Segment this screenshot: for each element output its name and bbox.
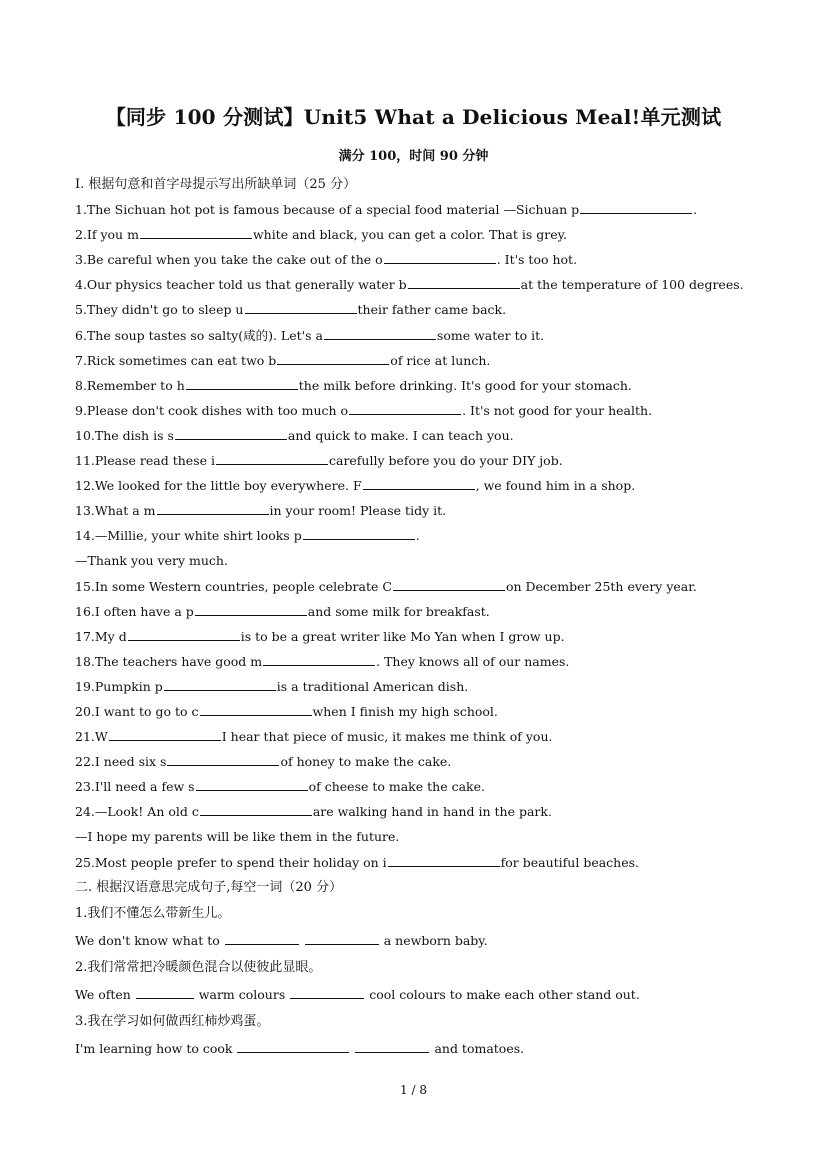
question-text-after: at the temperature of 100 degrees.: [520, 277, 744, 293]
question-item: [75, 373, 775, 398]
question-text-after: some water to it.: [436, 327, 545, 343]
question-item: [75, 297, 775, 322]
answer-blank[interactable]: [200, 803, 312, 816]
question-text-before: 14.—Millie, your white shirt looks p: [75, 528, 302, 544]
question-text-after: of honey to make the cake.: [280, 754, 452, 770]
answer-blank[interactable]: [263, 653, 375, 666]
question-item: [75, 699, 775, 724]
answer-blank[interactable]: [186, 377, 298, 390]
answer-blank[interactable]: [393, 578, 505, 591]
section2-q2-prompt: 2.我们常常把冷暖颜色混合以使彼此显眼。: [75, 959, 322, 975]
section2-q3-prompt: 3.我在学习如何做西红柿炒鸡蛋。: [75, 1013, 270, 1029]
answer-blank[interactable]: [290, 986, 364, 999]
question-text-before: 13.What a m: [75, 503, 156, 519]
question-text-before: 23.I'll need a few s: [75, 779, 195, 795]
answer-blank[interactable]: [225, 932, 299, 945]
section2-q1-prompt: 1.我们不懂怎么带新生儿。: [75, 905, 231, 921]
answer-blank[interactable]: [388, 854, 500, 867]
question-text-after: the milk before drinking. It's good for your stomach.: [298, 377, 632, 393]
question-text-after: carefully before you do your DIY job.: [328, 453, 563, 469]
section2-heading: 二. 根据汉语意思完成句子,每空一词（20 分）: [75, 879, 343, 895]
question-text-after: .: [693, 202, 698, 218]
worksheet-body: [75, 172, 775, 1062]
answer-blank[interactable]: [355, 1040, 429, 1053]
answer-blank[interactable]: [175, 427, 287, 440]
question-text-before: 9.Please don't cook dishes with too much o: [75, 402, 349, 418]
question-item: [75, 599, 775, 624]
question-item: [75, 197, 775, 222]
question-item: [75, 523, 775, 548]
question-item: [75, 323, 775, 348]
question-text-after: for beautiful beaches.: [500, 854, 640, 870]
question-text-before: 25.Most people prefer to spend their holiday on i: [75, 854, 387, 870]
page-number: 1 / 8: [400, 1083, 427, 1097]
answer-blank[interactable]: [140, 226, 252, 239]
question-text-before: 7.Rick sometimes can eat two b: [75, 352, 277, 368]
question-text-before: 22.I need six s: [75, 754, 167, 770]
question-item: [75, 724, 775, 749]
question-text-before: 17.My d: [75, 628, 127, 644]
answer-blank[interactable]: [349, 402, 461, 415]
question-text-after: , we found him in a shop.: [475, 478, 636, 494]
question-item: [75, 398, 775, 423]
question-item: [75, 574, 775, 599]
question-item: [75, 272, 775, 297]
question-item: [75, 674, 775, 699]
question-item: [75, 247, 775, 272]
q2-text-mid: warm colours: [198, 986, 286, 1002]
question-text-before: 11.Please read these i: [75, 453, 215, 469]
section1-items: [75, 197, 775, 875]
answer-blank[interactable]: [195, 603, 307, 616]
question-item: [75, 473, 775, 498]
question-item: [75, 850, 775, 875]
question-item: [75, 498, 775, 523]
answer-blank[interactable]: [245, 301, 357, 314]
document-subtitle: 满分 100，时间 90 分钟: [338, 149, 489, 164]
question-text-after: and quick to make. I can teach you.: [287, 427, 514, 443]
question-text-before: 16.I often have a p: [75, 603, 194, 619]
answer-blank[interactable]: [363, 477, 475, 490]
question-text-after: of rice at lunch.: [390, 352, 491, 368]
question-text-before: 20.I want to go to c: [75, 703, 199, 719]
answer-blank[interactable]: [305, 932, 379, 945]
question-text-before: 10.The dish is s: [75, 427, 174, 443]
question-text-before: 15.In some Western countries, people celebrate C: [75, 578, 392, 594]
question-text-after: is a traditional American dish.: [276, 678, 469, 694]
question-text-after: on December 25th every year.: [505, 578, 697, 594]
question-text-before: 18.The teachers have good m: [75, 653, 263, 669]
answer-blank[interactable]: [167, 753, 279, 766]
section2-q3-answer: [75, 1035, 775, 1062]
answer-blank[interactable]: [164, 678, 276, 691]
question-text-after: and some milk for breakfast.: [307, 603, 490, 619]
question-text-before: 8.Remember to h: [75, 377, 185, 393]
question-text-before: 1.The Sichuan hot pot is famous because of a special food material —Sichuan p: [75, 202, 580, 218]
section2-q2-answer: [75, 981, 775, 1008]
question-text-before: 12.We looked for the little boy everywhere. F: [75, 478, 362, 494]
question-item: [75, 649, 775, 674]
question-item: [75, 799, 775, 824]
q3-text-after: and tomatoes.: [434, 1040, 525, 1056]
question-text: —I hope my parents will be like them in the future.: [75, 829, 400, 845]
question-item: [75, 624, 775, 649]
document-title: 【同步 100 分测试】Unit5 What a Delicious Meal!单元测试: [105, 105, 722, 129]
question-text-before: 2.If you m: [75, 227, 139, 243]
answer-blank[interactable]: [128, 628, 240, 641]
answer-blank[interactable]: [157, 502, 269, 515]
answer-blank[interactable]: [196, 778, 308, 791]
question-text-before: 3.Be careful when you take the cake out of the o: [75, 252, 383, 268]
section2-q1-answer: [75, 927, 775, 954]
answer-blank[interactable]: [277, 352, 389, 365]
question-text-before: 21.W: [75, 729, 108, 745]
question-text-after: .: [415, 528, 420, 544]
q3-text-before: I'm learning how to cook: [75, 1040, 233, 1056]
answer-blank[interactable]: [109, 728, 221, 741]
question-text-after: I hear that piece of music, it makes me think of you.: [221, 729, 553, 745]
answer-blank[interactable]: [303, 527, 415, 540]
question-text-before: 6.The soup tastes so salty(咸的). Let's a: [75, 327, 323, 343]
answer-blank[interactable]: [384, 251, 496, 264]
question-text-after: are walking hand in hand in the park.: [312, 804, 552, 820]
answer-blank[interactable]: [200, 703, 312, 716]
answer-blank[interactable]: [136, 986, 194, 999]
question-item: [75, 548, 775, 573]
question-text-after: is to be a great writer like Mo Yan when I grow up.: [240, 628, 565, 644]
answer-blank[interactable]: [237, 1040, 349, 1053]
answer-blank[interactable]: [324, 327, 436, 340]
section1-heading: I. 根据句意和首字母提示写出所缺单词（25 分）: [75, 177, 357, 192]
answer-blank[interactable]: [216, 452, 328, 465]
q1-text-before: We don't know what to: [75, 932, 220, 948]
question-item: [75, 824, 775, 849]
question-item: [75, 774, 775, 799]
question-text-after: of cheese to make the cake.: [308, 779, 485, 795]
question-text-before: 19.Pumpkin p: [75, 678, 163, 694]
question-item: [75, 448, 775, 473]
question-item: [75, 749, 775, 774]
question-text-after: . It's not good for your health.: [462, 402, 653, 418]
question-item: [75, 222, 775, 247]
question-text-after: . They knows all of our names.: [376, 653, 570, 669]
q1-text-after: a newborn baby.: [383, 932, 488, 948]
question-text-before: 24.—Look! An old c: [75, 804, 199, 820]
q2-text-before: We often: [75, 986, 131, 1002]
question-text-before: 4.Our physics teacher told us that generally water b: [75, 277, 407, 293]
question-text: —Thank you very much.: [75, 553, 228, 569]
question-text-after: white and black, you can get a color. That is grey.: [252, 227, 568, 243]
q2-text-after: cool colours to make each other stand out.: [369, 986, 640, 1002]
question-text-after: . It's too hot.: [496, 252, 578, 268]
answer-blank[interactable]: [408, 276, 520, 289]
question-item: [75, 423, 775, 448]
question-text-after: in your room! Please tidy it.: [269, 503, 447, 519]
answer-blank[interactable]: [580, 201, 692, 214]
question-text-after: their father came back.: [357, 302, 507, 318]
question-text-after: when I finish my high school.: [312, 703, 498, 719]
question-item: [75, 348, 775, 373]
question-text-before: 5.They didn't go to sleep u: [75, 302, 244, 318]
